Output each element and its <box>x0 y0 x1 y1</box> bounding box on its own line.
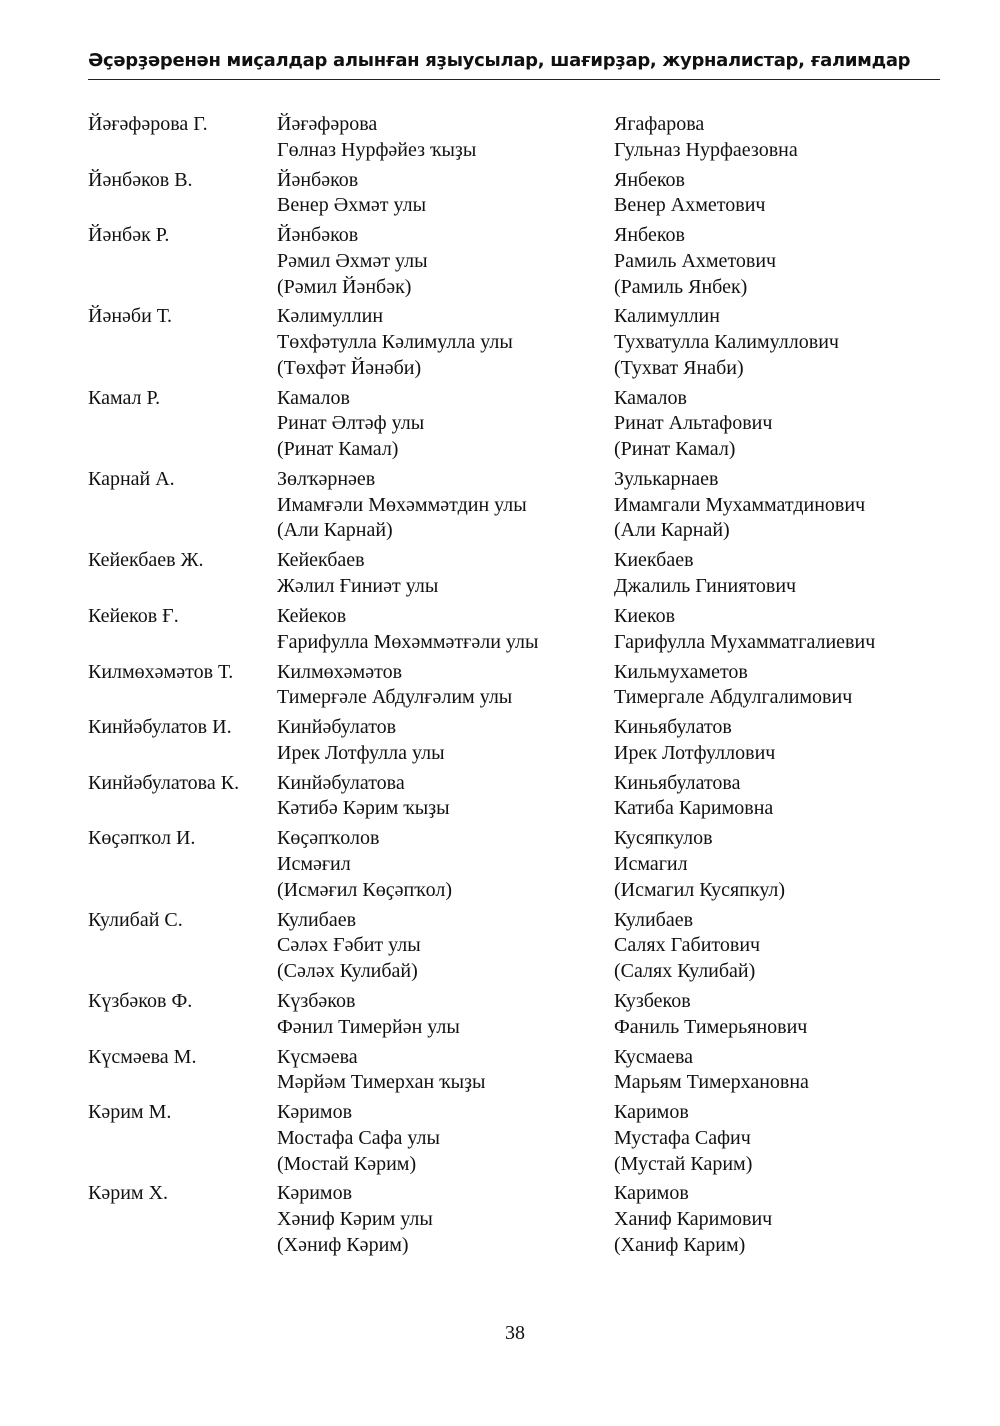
russian-name-line: Ирек Лотфуллович <box>614 741 776 764</box>
author-entry <box>88 715 940 766</box>
russian-name-line: Тимергале Абдулгалимович <box>614 686 853 709</box>
running-header: Әҫәрҙәренән миҫалдар алынған яҙыусылар, шағирҙар, журналистар, ғалимдар <box>88 50 911 71</box>
bashkir-name-column <box>277 386 614 463</box>
russian-name-column <box>614 168 940 219</box>
short-name: Кулибай С. <box>88 908 183 931</box>
bashkir-name-line: (Хәниф Кәрим) <box>277 1233 409 1256</box>
bashkir-name-line: Кәтибә Кәрим ҡыҙы <box>277 797 450 820</box>
russian-name-line: Кильмухаметов <box>614 660 748 683</box>
russian-name-line: Венер Ахметович <box>614 194 766 217</box>
russian-name-line: (Салях Кулибай) <box>614 960 756 983</box>
author-list <box>88 112 940 1263</box>
bashkir-name-line: Венер Әхмәт улы <box>277 194 427 217</box>
russian-name-line: (Али Карнай) <box>614 519 730 542</box>
bashkir-name-column <box>277 826 614 903</box>
russian-name-line: Киньябулатов <box>614 716 732 739</box>
author-entry <box>88 223 940 300</box>
bashkir-name-line: Кәримов <box>277 1182 353 1205</box>
bashkir-name-column <box>277 1181 614 1258</box>
page-number: 38 <box>505 1322 525 1344</box>
russian-name-line: (Ханиф Карим) <box>614 1233 746 1256</box>
bashkir-name-line: (Төхфәт Йәнәби) <box>277 356 422 379</box>
russian-name-column <box>614 660 940 711</box>
short-name: Йәнәби Т. <box>88 305 172 328</box>
short-name: Йәғәфәрова Г. <box>88 113 208 135</box>
russian-name-line: Зулькарнаев <box>614 468 719 491</box>
bashkir-name-line: Көҫәпҡолов <box>277 827 380 850</box>
bashkir-name-line: Йәғәфәрова <box>277 113 378 135</box>
russian-name-line: Ринат Альтафович <box>614 412 773 435</box>
short-name: Күзбәков Ф. <box>88 989 193 1012</box>
author-entry <box>88 112 940 163</box>
russian-name-line: Тухватулла Калимуллович <box>614 331 839 354</box>
russian-name-line: (Мустай Карим) <box>614 1152 753 1175</box>
bashkir-name-column <box>277 660 614 711</box>
russian-name-column <box>614 304 940 381</box>
russian-name-line: Каримов <box>614 1101 689 1124</box>
author-entry <box>88 826 940 903</box>
russian-name-column <box>614 771 940 822</box>
bashkir-name-line: Йәнбәков <box>277 224 359 247</box>
bashkir-name-line: (Сәләх Кулибай) <box>277 960 418 983</box>
russian-name-line: Имамгали Мухамматдинович <box>614 493 866 516</box>
bashkir-name-column <box>277 467 614 544</box>
russian-name-column <box>614 467 940 544</box>
short-name: Йәнбәк Р. <box>88 224 170 247</box>
russian-name-line: Ягафарова <box>614 113 705 135</box>
author-entry <box>88 908 940 985</box>
russian-name-line: Гарифулла Мухамматгалиевич <box>614 630 876 653</box>
bashkir-name-line: Зөлҡәрнәев <box>277 468 376 491</box>
russian-name-column <box>614 604 940 655</box>
author-entry <box>88 1181 940 1258</box>
russian-name-line: Калимуллин <box>614 305 720 328</box>
bashkir-name-column <box>277 1100 614 1177</box>
bashkir-name-column <box>277 715 614 766</box>
russian-name-line: Кузбеков <box>614 989 691 1012</box>
russian-name-line: (Рамиль Янбек) <box>614 275 748 298</box>
russian-name-line: Каримов <box>614 1182 689 1205</box>
russian-name-line: Киеков <box>614 604 676 627</box>
short-name: Көҫәпҡол И. <box>88 827 196 850</box>
russian-name-line: Катиба Каримовна <box>614 797 774 820</box>
bashkir-name-line: Күсмәева <box>277 1045 358 1068</box>
bashkir-name-line: Жәлил Ғиниәт улы <box>277 575 439 598</box>
russian-name-line: Ханиф Каримович <box>614 1208 773 1231</box>
bashkir-name-line: (Мостай Кәрим) <box>277 1152 417 1175</box>
russian-name-line: (Тухват Янаби) <box>614 356 744 379</box>
russian-name-column <box>614 989 940 1040</box>
short-name: Күсмәева М. <box>88 1045 197 1068</box>
short-name: Кейеков Ғ. <box>88 604 179 627</box>
bashkir-name-column <box>277 168 614 219</box>
russian-name-line: (Исмагил Кусяпкул) <box>614 878 786 901</box>
author-entry <box>88 660 940 711</box>
bashkir-name-line: Күзбәков <box>277 989 356 1012</box>
russian-name-line: Киньябулатова <box>614 771 741 794</box>
short-name: Кәрим Х. <box>88 1182 169 1205</box>
bashkir-name-line: Гөлназ Нурфәйез ҡыҙы <box>277 138 477 161</box>
bashkir-name-line: Камалов <box>277 386 350 409</box>
bashkir-name-line: Рәмил Әхмәт улы <box>277 249 428 272</box>
russian-name-line: Янбеков <box>614 224 685 247</box>
author-entry <box>88 168 940 219</box>
bashkir-name-line: Мәрйәм Тимерхан ҡыҙы <box>277 1071 486 1094</box>
bashkir-name-column <box>277 548 614 599</box>
bashkir-name-line: (Ринат Камал) <box>277 438 399 461</box>
short-name: Камал Р. <box>88 386 161 409</box>
russian-name-column <box>614 908 940 985</box>
russian-name-column <box>614 715 940 766</box>
bashkir-name-line: Кейекбаев <box>277 549 365 572</box>
bashkir-name-line: Исмәғил <box>277 853 351 876</box>
author-entry <box>88 548 940 599</box>
bashkir-name-column <box>277 604 614 655</box>
russian-name-line: Джалиль Гиниятович <box>614 575 797 598</box>
bashkir-name-column <box>277 989 614 1040</box>
russian-name-line: Киекбаев <box>614 549 694 572</box>
bashkir-name-line: Мостафа Сафа улы <box>277 1126 440 1149</box>
bashkir-name-column <box>277 223 614 300</box>
author-entry <box>88 989 940 1040</box>
russian-name-line: Исмагил <box>614 853 688 876</box>
bashkir-name-column <box>277 1045 614 1096</box>
bashkir-name-line: Кулибаев <box>277 908 357 931</box>
author-entry <box>88 604 940 655</box>
russian-name-column <box>614 826 940 903</box>
bashkir-name-line: Ринат Әлтәф улы <box>277 412 425 435</box>
author-entry <box>88 304 940 381</box>
bashkir-name-line: Кейеков <box>277 604 347 627</box>
russian-name-column <box>614 386 940 463</box>
short-name: Кинйәбулатова К. <box>88 771 240 794</box>
russian-name-column <box>614 223 940 300</box>
bashkir-name-column <box>277 908 614 985</box>
russian-name-line: Гульназ Нурфаезовна <box>614 138 798 161</box>
bashkir-name-line: Төхфәтулла Кәлимулла улы <box>277 331 513 354</box>
bashkir-name-line: Ирек Лотфулла улы <box>277 741 445 764</box>
author-entry <box>88 1045 940 1096</box>
russian-name-line: Янбеков <box>614 168 685 191</box>
russian-name-line: Кусяпкулов <box>614 827 713 850</box>
bashkir-name-column <box>277 112 614 163</box>
russian-name-line: Рамиль Ахметович <box>614 249 777 272</box>
russian-name-column <box>614 1045 940 1096</box>
bashkir-name-line: (Али Карнай) <box>277 519 393 542</box>
header-rule <box>88 79 940 80</box>
bashkir-name-column <box>277 304 614 381</box>
russian-name-line: Камалов <box>614 386 687 409</box>
bashkir-name-line: (Рәмил Йәнбәк) <box>277 275 412 298</box>
bashkir-name-line: (Исмәғил Көҫәпҡол) <box>277 878 453 901</box>
short-name: Кейекбаев Ж. <box>88 549 204 572</box>
bashkir-name-line: Сәләх Ғәбит улы <box>277 934 421 957</box>
bashkir-name-line: Тимерғәле Абдулғәлим улы <box>277 686 513 709</box>
russian-name-line: Фаниль Тимерьянович <box>614 1015 808 1038</box>
bashkir-name-line: Кәримов <box>277 1101 353 1124</box>
russian-name-column <box>614 548 940 599</box>
russian-name-line: Салях Габитович <box>614 934 761 957</box>
russian-name-line: (Ринат Камал) <box>614 438 736 461</box>
bashkir-name-line: Фәнил Тимерйән улы <box>277 1015 460 1038</box>
author-entry <box>88 386 940 463</box>
russian-name-column <box>614 1181 940 1258</box>
author-entry <box>88 467 940 544</box>
russian-name-line: Мустафа Сафич <box>614 1126 751 1149</box>
russian-name-line: Кулибаев <box>614 908 694 931</box>
short-name: Килмөхәмәтов Т. <box>88 660 234 683</box>
russian-name-line: Марьям Тимерхановна <box>614 1071 809 1094</box>
bashkir-name-line: Ғарифулла Мөхәммәтғәли улы <box>277 630 539 653</box>
bashkir-name-line: Кәлимуллин <box>277 305 384 328</box>
author-entry <box>88 771 940 822</box>
bashkir-name-line: Кинйәбулатов <box>277 716 397 739</box>
russian-name-column <box>614 112 940 163</box>
bashkir-name-line: Йәнбәков <box>277 168 359 191</box>
short-name: Йәнбәков В. <box>88 168 193 191</box>
short-name: Карнай А. <box>88 468 175 491</box>
author-entry <box>88 1100 940 1177</box>
russian-name-line: Кусмаева <box>614 1045 694 1068</box>
bashkir-name-column <box>277 771 614 822</box>
russian-name-column <box>614 1100 940 1177</box>
bashkir-name-line: Килмөхәмәтов <box>277 660 403 683</box>
bashkir-name-line: Имамғәли Мөхәммәтдин улы <box>277 493 527 516</box>
bashkir-name-line: Кинйәбулатова <box>277 771 405 794</box>
short-name: Кәрим М. <box>88 1101 172 1124</box>
short-name: Кинйәбулатов И. <box>88 716 232 739</box>
bashkir-name-line: Хәниф Кәрим улы <box>277 1208 433 1231</box>
